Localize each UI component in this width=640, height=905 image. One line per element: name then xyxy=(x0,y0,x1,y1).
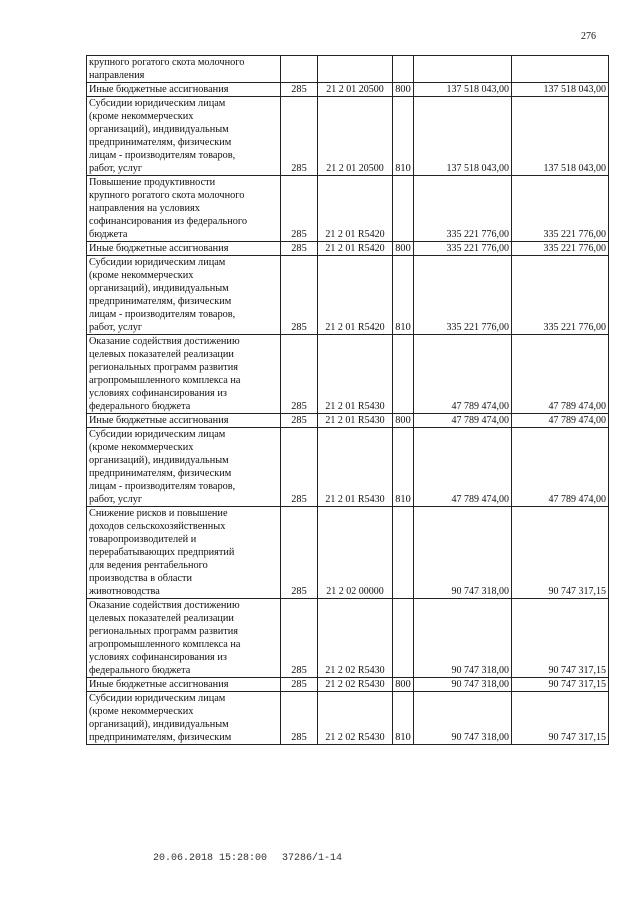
amount-plan-cell: 137 518 043,00 xyxy=(414,83,512,97)
amount-plan-cell: 90 747 318,00 xyxy=(414,599,512,678)
target-article-cell xyxy=(318,56,393,83)
target-article-cell: 21 2 01 R5430 xyxy=(318,414,393,428)
row-name-line: (кроме некоммерческих xyxy=(89,270,194,281)
row-name-line: предпринимателям, физическим xyxy=(89,137,232,148)
row-name-line: Оказание содействия достижению xyxy=(89,600,240,611)
amount-actual-cell: 47 789 474,00 xyxy=(512,414,609,428)
ministry-code-cell: 285 xyxy=(281,414,318,428)
amount-actual-cell xyxy=(512,56,609,83)
row-name-line: (кроме некоммерческих xyxy=(89,111,194,122)
row-name-cell xyxy=(87,428,281,507)
table-row xyxy=(87,176,609,242)
ministry-code-cell: 285 xyxy=(281,242,318,256)
table-row xyxy=(87,97,609,176)
row-name-line: целевых показателей реализации xyxy=(89,613,234,624)
row-name-line: условиях софинансирования из xyxy=(89,652,227,663)
amount-actual-cell: 335 221 776,00 xyxy=(512,176,609,242)
amount-actual-cell: 90 747 317,15 xyxy=(512,507,609,599)
row-name-line: (кроме некоммерческих xyxy=(89,706,194,717)
row-name-line: товаропроизводителей и xyxy=(89,534,197,545)
budget-table xyxy=(86,55,609,745)
row-name-line: региональных программ развития xyxy=(89,362,239,373)
amount-plan-cell: 335 221 776,00 xyxy=(414,176,512,242)
row-name-cell xyxy=(87,692,281,745)
row-name-line: работ, услуг xyxy=(89,322,143,333)
target-article-cell: 21 2 01 R5430 xyxy=(318,335,393,414)
expense-type-cell: 810 xyxy=(393,97,414,176)
row-name-line: софинансирования из федерального xyxy=(89,216,247,227)
row-name-line: предпринимателям, физическим xyxy=(89,468,232,479)
row-name-line: животноводства xyxy=(89,586,160,597)
amount-actual-cell: 47 789 474,00 xyxy=(512,335,609,414)
expense-type-cell: 810 xyxy=(393,428,414,507)
expense-type-cell: 800 xyxy=(393,242,414,256)
row-name-line: организаций), индивидуальным xyxy=(89,124,229,135)
expense-type-cell xyxy=(393,507,414,599)
row-name-line: агропромышленного комплекса на xyxy=(89,639,241,650)
row-name-cell xyxy=(87,176,281,242)
expense-type-cell xyxy=(393,335,414,414)
budget-table-body xyxy=(87,56,609,745)
amount-plan-cell: 335 221 776,00 xyxy=(414,256,512,335)
table-row xyxy=(87,335,609,414)
page-number: 276 xyxy=(581,31,596,42)
ministry-code-cell: 285 xyxy=(281,507,318,599)
amount-plan-cell: 335 221 776,00 xyxy=(414,242,512,256)
target-article-cell: 21 2 01 R5420 xyxy=(318,176,393,242)
target-article-cell: 21 2 02 R5430 xyxy=(318,692,393,745)
row-name-cell xyxy=(87,56,281,83)
row-name-cell xyxy=(87,599,281,678)
table-row xyxy=(87,256,609,335)
row-name-line: для ведения рентабельного xyxy=(89,560,208,571)
table-row xyxy=(87,599,609,678)
row-name-line: организаций), индивидуальным xyxy=(89,455,229,466)
table-row xyxy=(87,428,609,507)
row-name-line: Субсидии юридическим лицам xyxy=(89,257,226,268)
amount-plan-cell: 47 789 474,00 xyxy=(414,335,512,414)
row-name-line: лицам - производителям товаров, xyxy=(89,481,236,492)
expense-type-cell: 800 xyxy=(393,83,414,97)
target-article-cell: 21 2 01 20500 xyxy=(318,83,393,97)
table-row xyxy=(87,242,609,256)
row-name-cell xyxy=(87,97,281,176)
row-name-line: бюджета xyxy=(89,229,128,240)
row-name-cell xyxy=(87,507,281,599)
amount-actual-cell: 90 747 317,15 xyxy=(512,678,609,692)
ministry-code-cell: 285 xyxy=(281,692,318,745)
row-name-line: Иные бюджетные ассигнования xyxy=(89,84,229,95)
row-name-line: Иные бюджетные ассигнования xyxy=(89,415,229,426)
target-article-cell: 21 2 02 00000 xyxy=(318,507,393,599)
row-name-line: Субсидии юридическим лицам xyxy=(89,693,226,704)
amount-plan-cell: 90 747 318,00 xyxy=(414,692,512,745)
amount-plan-cell: 90 747 318,00 xyxy=(414,678,512,692)
target-article-cell: 21 2 01 R5430 xyxy=(318,428,393,507)
target-article-cell: 21 2 02 R5430 xyxy=(318,678,393,692)
amount-actual-cell: 90 747 317,15 xyxy=(512,599,609,678)
target-article-cell: 21 2 01 20500 xyxy=(318,97,393,176)
target-article-cell: 21 2 01 R5420 xyxy=(318,242,393,256)
expense-type-cell: 800 xyxy=(393,678,414,692)
row-name-cell xyxy=(87,678,281,692)
row-name-line: направления xyxy=(89,70,145,81)
ministry-code-cell: 285 xyxy=(281,678,318,692)
row-name-line: работ, услуг xyxy=(89,494,143,505)
ministry-code-cell: 285 xyxy=(281,176,318,242)
expense-type-cell xyxy=(393,176,414,242)
row-name-cell xyxy=(87,256,281,335)
amount-actual-cell: 90 747 317,15 xyxy=(512,692,609,745)
table-row xyxy=(87,414,609,428)
row-name-line: Иные бюджетные ассигнования xyxy=(89,679,229,690)
amount-actual-cell: 47 789 474,00 xyxy=(512,428,609,507)
row-name-line: производства в области xyxy=(89,573,193,584)
ministry-code-cell: 285 xyxy=(281,599,318,678)
amount-plan-cell: 47 789 474,00 xyxy=(414,428,512,507)
amount-plan-cell: 47 789 474,00 xyxy=(414,414,512,428)
row-name-line: перерабатывающих предприятий xyxy=(89,547,235,558)
ministry-code-cell: 285 xyxy=(281,256,318,335)
expense-type-cell: 810 xyxy=(393,256,414,335)
row-name-cell xyxy=(87,414,281,428)
row-name-line: Субсидии юридическим лицам xyxy=(89,429,226,440)
row-name-line: Субсидии юридическим лицам xyxy=(89,98,226,109)
row-name-line: организаций), индивидуальным xyxy=(89,283,229,294)
row-name-line: организаций), индивидуальным xyxy=(89,719,229,730)
table-row xyxy=(87,678,609,692)
row-name-line: предпринимателям, физическим xyxy=(89,732,232,743)
row-name-line: доходов сельскохозяйственных xyxy=(89,521,226,532)
target-article-cell: 21 2 01 R5420 xyxy=(318,256,393,335)
amount-plan-cell: 137 518 043,00 xyxy=(414,97,512,176)
table-row xyxy=(87,507,609,599)
ministry-code-cell: 285 xyxy=(281,335,318,414)
table-row xyxy=(87,56,609,83)
row-name-line: условиях софинансирования из xyxy=(89,388,227,399)
row-name-line: целевых показателей реализации xyxy=(89,349,234,360)
row-name-line: работ, услуг xyxy=(89,163,143,174)
amount-actual-cell: 137 518 043,00 xyxy=(512,83,609,97)
amount-plan-cell: 90 747 318,00 xyxy=(414,507,512,599)
amount-actual-cell: 335 221 776,00 xyxy=(512,242,609,256)
row-name-line: Снижение рисков и повышение xyxy=(89,508,228,519)
row-name-line: лицам - производителям товаров, xyxy=(89,309,236,320)
footer-document-number: 37286/1-14 xyxy=(282,853,343,864)
footer-timestamp: 20.06.2018 15:28:00 xyxy=(153,853,268,864)
row-name-line: Оказание содействия достижению xyxy=(89,336,240,347)
row-name-line: предпринимателям, физическим xyxy=(89,296,232,307)
ministry-code-cell xyxy=(281,56,318,83)
ministry-code-cell: 285 xyxy=(281,97,318,176)
row-name-line: федерального бюджета xyxy=(89,665,191,676)
ministry-code-cell: 285 xyxy=(281,428,318,507)
row-name-cell xyxy=(87,335,281,414)
row-name-line: крупного рогатого скота молочного xyxy=(89,190,245,201)
amount-actual-cell: 335 221 776,00 xyxy=(512,256,609,335)
row-name-line: региональных программ развития xyxy=(89,626,239,637)
row-name-line: федерального бюджета xyxy=(89,401,191,412)
row-name-line: направления на условиях xyxy=(89,203,200,214)
row-name-cell xyxy=(87,242,281,256)
amount-actual-cell: 137 518 043,00 xyxy=(512,97,609,176)
row-name-line: (кроме некоммерческих xyxy=(89,442,194,453)
target-article-cell: 21 2 02 R5430 xyxy=(318,599,393,678)
row-name-line: Повышение продуктивности xyxy=(89,177,216,188)
row-name-line: Иные бюджетные ассигнования xyxy=(89,243,229,254)
expense-type-cell: 800 xyxy=(393,414,414,428)
row-name-line: лицам - производителям товаров, xyxy=(89,150,236,161)
row-name-line: агропромышленного комплекса на xyxy=(89,375,241,386)
table-row xyxy=(87,83,609,97)
row-name-cell xyxy=(87,83,281,97)
expense-type-cell xyxy=(393,56,414,83)
row-name-line: крупного рогатого скота молочного xyxy=(89,57,245,68)
ministry-code-cell: 285 xyxy=(281,83,318,97)
table-row xyxy=(87,692,609,745)
expense-type-cell: 810 xyxy=(393,692,414,745)
amount-plan-cell xyxy=(414,56,512,83)
expense-type-cell xyxy=(393,599,414,678)
